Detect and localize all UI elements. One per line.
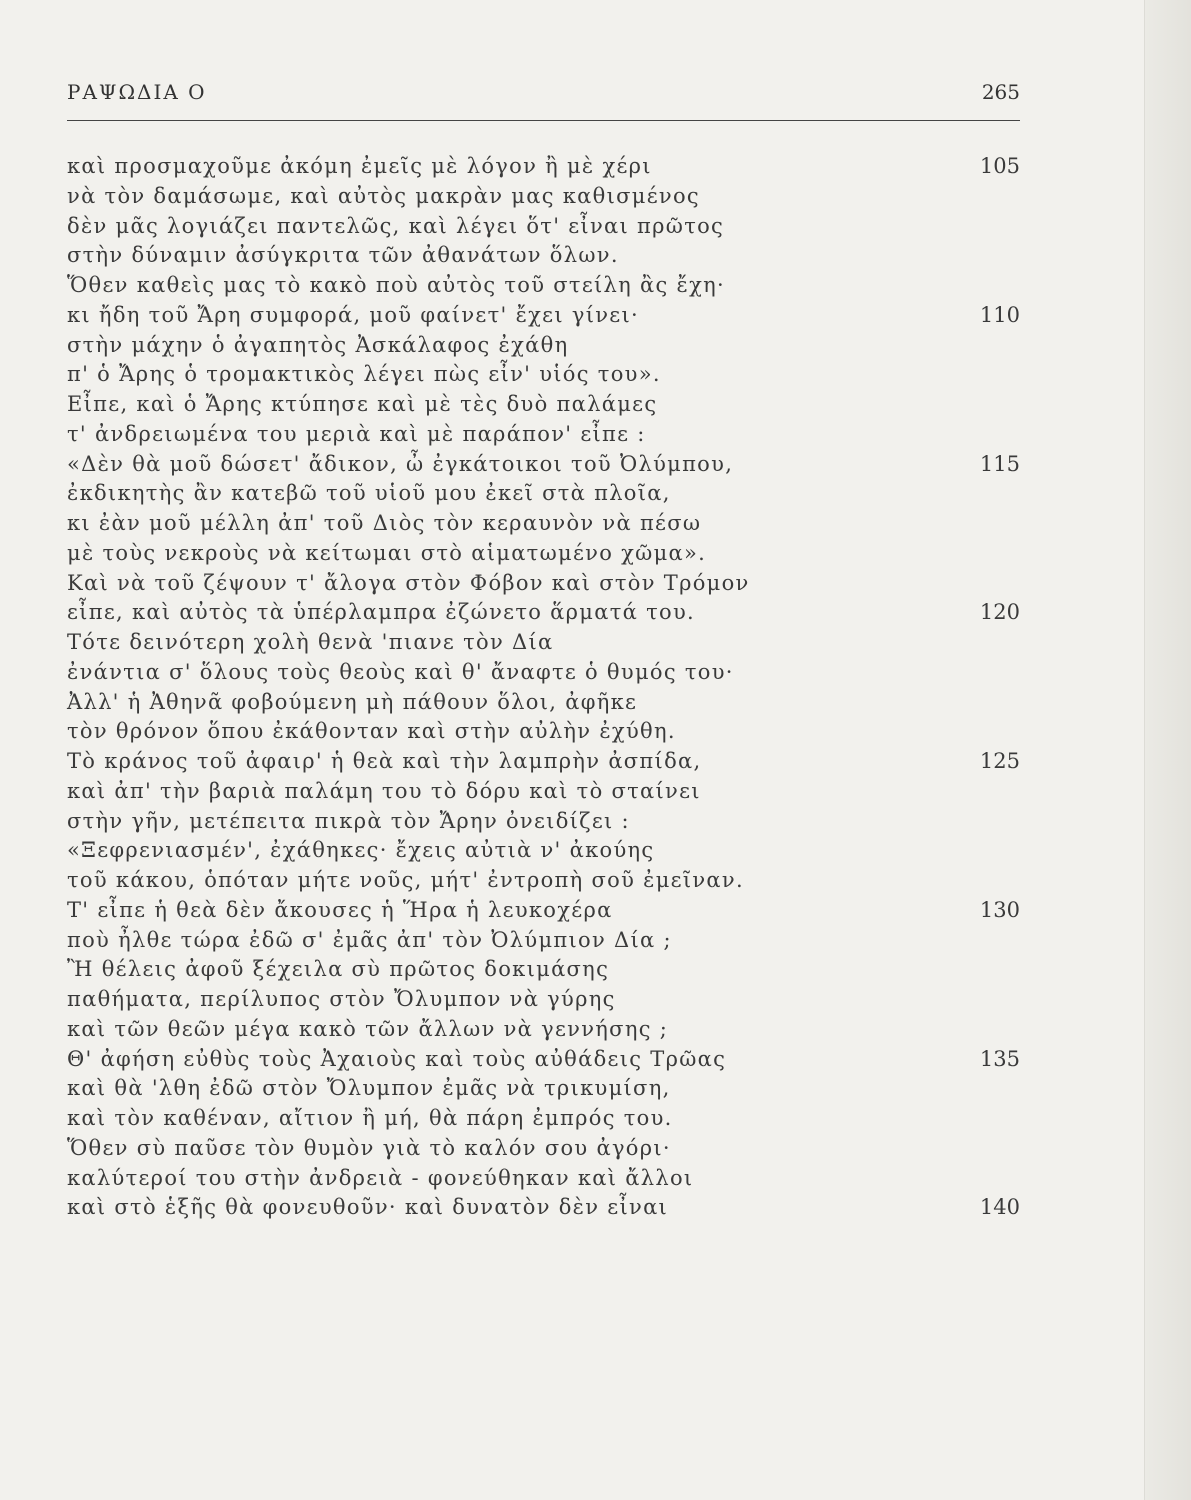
verse-text: στὴν μάχην ὁ ἀγαπητὸς Ἀσκάλαφος ἐχάθη: [67, 332, 569, 357]
verse-text: νὰ τὸν δαμάσωμε, καὶ αὐτὸς μακρὰν μας καθισμένος: [67, 183, 700, 208]
verse-text: καλύτεροί του στὴν ἀνδρειὰ - φονεύθηκαν καὶ ἄλλοι: [67, 1165, 694, 1190]
verse-text: καὶ ἀπ' τὴν βαριὰ παλάμη του τὸ δόρυ καὶ τὸ σταίνει: [67, 778, 701, 803]
verse-text: Καὶ νὰ τοῦ ζέψουν τ' ἄλογα στὸν Φόβον καὶ στὸν Τρόμον: [67, 570, 750, 595]
verse-line: [67, 241, 1020, 271]
verse-text: τὸν θρόνον ὅπου ἐκάθονταν καὶ στὴν αὐλὴν ἐχύθη.: [67, 719, 676, 744]
verse-text: Θ' ἀφήση εὐθὺς τοὺς Ἀχαιοὺς καὶ τοὺς αὐθάδεις Τρῶας: [67, 1046, 727, 1071]
line-number: 105: [979, 154, 1020, 178]
verse-text: Τ' εἶπε ἡ θεὰ δὲν ἄκουσες ἡ Ἥρα ἡ λευκοχέρα: [67, 897, 613, 922]
verse-line: [67, 331, 1020, 361]
verse-line: [67, 1045, 1020, 1075]
verse-text: τοῦ κάκου, ὁπόταν μήτε νοῦς, μήτ' ἐντροπὴ σοῦ ἐμεῖναν.: [67, 868, 744, 892]
verse-text: καὶ προσμαχοῦμε ἀκόμη ἐμεῖς μὲ λόγον ἢ μὲ χέρι: [67, 154, 652, 178]
verse-line: [67, 1164, 1020, 1194]
verse-text: «Ξεφρενιασμέν', ἐχάθηκες· ἔχεις αὐτιὰ ν' ἀκούης: [67, 838, 655, 863]
verse-text: ποὺ ἦλθε τώρα ἐδῶ σ' ἐμᾶς ἀπ' τὸν Ὀλύμπιον Δία ;: [67, 927, 672, 952]
verse-line: [67, 896, 1020, 926]
line-number: 120: [979, 600, 1020, 625]
verse-line: [67, 212, 1020, 242]
verse-text: κι ἐὰν μοῦ μέλλη ἀπ' τοῦ Διὸς τὸν κεραυνὸν νὰ πέσω: [67, 511, 702, 535]
verse-line: [67, 301, 1020, 331]
verse-text: ἐκδικητὴς ἂν κατεβῶ τοῦ υἱοῦ μου ἐκεῖ στὰ πλοῖα,: [67, 481, 671, 506]
verse-text: καὶ τὸν καθέναν, αἴτιον ἢ μή, θὰ πάρη ἐμπρός του.: [67, 1106, 673, 1130]
verse-line: [67, 152, 1020, 182]
verse-text: παθήματα, περίλυπος στὸν Ὄλυμπον νὰ γύρης: [67, 987, 616, 1011]
verse-text: καὶ θὰ 'λθη ἐδῶ στὸν Ὄλυμπον ἐμᾶς νὰ τρικυμίση,: [67, 1076, 671, 1101]
verse-line: [67, 390, 1020, 420]
verse-line: [67, 360, 1020, 390]
verse-text: στὴν δύναμιν ἀσύγκριτα τῶν ἀθανάτων ὅλων.: [67, 243, 619, 268]
verse-line: [67, 985, 1020, 1015]
verse-line: [67, 628, 1020, 658]
verse-text: Ὅθεν καθεὶς μας τὸ κακὸ ποὺ αὐτὸς τοῦ στείλη ἂς ἔχη·: [67, 273, 725, 297]
verse-line: [67, 866, 1020, 896]
verse-line: [67, 658, 1020, 688]
verse-text: εἶπε, καὶ αὐτὸς τὰ ὑπέρλαμπρα ἐζώνετο ἅρματά του.: [67, 600, 696, 625]
verse-line: [67, 777, 1020, 807]
verse-line: [67, 926, 1020, 956]
line-number: 115: [979, 451, 1020, 476]
verse-text: στὴν γῆν, μετέπειτα πικρὰ τὸν Ἄρην ὀνειδίζει :: [67, 808, 630, 833]
line-number: 125: [979, 749, 1020, 773]
verse-line: [67, 717, 1020, 747]
running-head: ΡΑΨΩΔΙΑ Ο: [67, 80, 207, 104]
verse-line: [67, 747, 1020, 777]
verse-text: καὶ τῶν θεῶν μέγα κακὸ τῶν ἄλλων νὰ γεννήσης ;: [67, 1016, 669, 1041]
verse-line: [67, 271, 1020, 301]
verse-text: Ἢ θέλεις ἀφοῦ ξέχειλα σὺ πρῶτος δοκιμάσης: [67, 957, 610, 982]
line-number: 135: [979, 1046, 1020, 1071]
verse-line: [67, 1074, 1020, 1104]
line-number: 110: [979, 302, 1020, 327]
verse-text: «Δὲν θὰ μοῦ δώσετ' ἄδικον, ὦ ἐγκάτοικοι τοῦ Ὀλύμπου,: [67, 451, 734, 476]
header-rule: [67, 120, 1020, 121]
verse-line: [67, 807, 1020, 837]
verse-line: [67, 1134, 1020, 1164]
verse-line: [67, 836, 1020, 866]
verse-line: [67, 479, 1020, 509]
verse-text: Τὸ κράνος τοῦ ἀφαιρ' ἡ θεὰ καὶ τὴν λαμπρὴν ἀσπίδα,: [67, 749, 702, 773]
verse-line: [67, 1104, 1020, 1134]
verse-line: [67, 509, 1020, 539]
line-number: 140: [979, 1195, 1020, 1220]
verse-text: δὲν μᾶς λογιάζει παντελῶς, καὶ λέγει ὅτ' εἶναι πρῶτος: [67, 213, 725, 238]
verse-text: Τότε δεινότερη χολὴ θενὰ 'πιανε τὸν Δία: [67, 630, 554, 654]
verse-text: Ἀλλ' ἡ Ἀθηνᾶ φοβούμενη μὴ πάθουν ὅλοι, ἀφῆκε: [67, 689, 638, 714]
verse-line: [67, 688, 1020, 718]
page-number: 265: [981, 80, 1020, 104]
page-header: [67, 80, 1020, 116]
verse-block: [67, 152, 1020, 1223]
facing-page-edge: [1144, 0, 1191, 1500]
verse-line: [67, 450, 1020, 480]
verse-line: [67, 182, 1020, 212]
verse-line: [67, 598, 1020, 628]
verse-line: [67, 420, 1020, 450]
verse-text: καὶ στὸ ἑξῆς θὰ φονευθοῦν· καὶ δυνατὸν δὲν εἶναι: [67, 1195, 669, 1220]
verse-text: Ὅθεν σὺ παῦσε τὸν θυμὸν γιὰ τὸ καλόν σου ἀγόρι·: [67, 1135, 671, 1160]
line-number: 130: [979, 897, 1020, 922]
verse-text: τ' ἀνδρειωμένα του μεριὰ καὶ μὲ παράπον' εἶπε :: [67, 421, 646, 446]
verse-text: ἐνάντια σ' ὅλους τοὺς θεοὺς καὶ θ' ἄναφτε ὁ θυμός του·: [67, 659, 734, 684]
verse-text: κι ἤδη τοῦ Ἄρη συμφορά, μοῦ φαίνετ' ἔχει γίνει·: [67, 302, 639, 327]
verse-line: [67, 569, 1020, 599]
verse-line: [67, 955, 1020, 985]
verse-text: μὲ τοὺς νεκροὺς νὰ κείτωμαι στὸ αἱματωμένο χῶμα».: [67, 540, 707, 565]
verse-line: [67, 539, 1020, 569]
verse-text: π' ὁ Ἄρης ὁ τρομακτικὸς λέγει πὼς εἶν' υἱός του».: [67, 362, 661, 387]
verse-text: Εἶπε, καὶ ὁ Ἄρης κτύπησε καὶ μὲ τὲς δυὸ παλάμες: [67, 392, 658, 416]
verse-line: [67, 1193, 1020, 1223]
verse-line: [67, 1015, 1020, 1045]
